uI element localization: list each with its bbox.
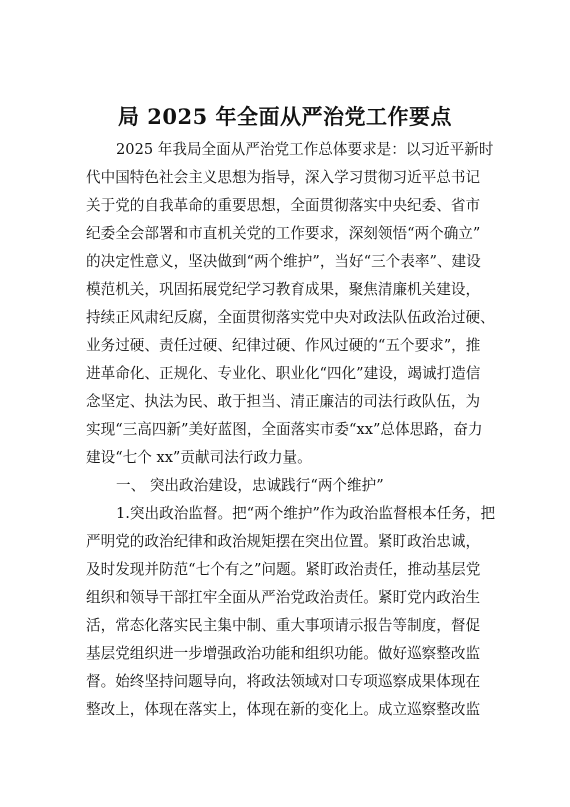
text-line: 建设“七个 xx”贡献司法行政力量。 xyxy=(86,449,312,466)
section-heading-text: 一、 突出政治建设，忠诚践行“两个维护” xyxy=(116,477,384,494)
text-line: 实现“三高四新”美好蓝图，全面落实市委“xx”总体思路，奋力 xyxy=(86,421,483,438)
paragraph-overall-requirements xyxy=(86,136,506,472)
document-body xyxy=(86,136,506,724)
text-line: 1.突出政治监督。把“两个维护”作为政治监督根本任务，把 xyxy=(116,505,496,522)
text-line: 及时发现并防范“七个有之”问题。紧盯政治责任，推动基层党 xyxy=(86,561,481,578)
text-line: 关于党的自我革命的重要思想，全面贯彻落实中央纪委、省市 xyxy=(86,197,481,214)
text-line: 组织和领导干部扛牢全面从严治党政治责任。紧盯党内政治生 xyxy=(86,589,481,606)
text-line: 严明党的政治纪律和政治规矩摆在突出位置。紧盯政治忠诚， xyxy=(86,533,481,550)
text-line: 纪委全会部署和市直机关党的工作要求，深刻领悟“两个确立” xyxy=(86,225,481,242)
text-line: 活，常态化落实民主集中制、重大事项请示报告等制度，督促 xyxy=(86,617,481,634)
text-line: 业务过硬、责任过硬、纪律过硬、作风过硬的“五个要求”，推 xyxy=(86,337,481,354)
text-line: 代中国特色社会主义思想为指导，深入学习贯彻习近平总书记 xyxy=(86,169,481,186)
text-line: 模范机关，巩固拓展党纪学习教育成果，聚焦清廉机关建设， xyxy=(86,281,481,298)
text-line: 持续正风肃纪反腐，全面贯彻落实党中央对政法队伍政治过硬、 xyxy=(86,309,495,326)
section-heading-1 xyxy=(86,472,506,500)
text-line: 督。始终坚持问题导向，将政法领域对口专项巡察成果体现在 xyxy=(86,673,481,690)
text-line: 进革命化、正规化、专业化、职业化“四化”建设，竭诚打造信 xyxy=(86,365,481,382)
text-line: 念坚定、执法为民、敢于担当、清正廉洁的司法行政队伍，为 xyxy=(86,393,481,410)
text-line: 2025 年我局全面从严治党工作总体要求是：以习近平新时 xyxy=(116,141,494,158)
text-line: 整改上，体现在落实上，体现在新的变化上。成立巡察整改监 xyxy=(86,701,481,718)
text-line: 的决定性意义，坚决做到“两个维护”，当好“三个表率”、建设 xyxy=(86,253,481,270)
document-title: 局 2025 年全面从严治党工作要点 xyxy=(117,104,453,129)
paragraph-political-supervision xyxy=(86,500,506,724)
text-line: 基层党组织进一步增强政治功能和组织功能。做好巡察整改监 xyxy=(86,645,481,662)
